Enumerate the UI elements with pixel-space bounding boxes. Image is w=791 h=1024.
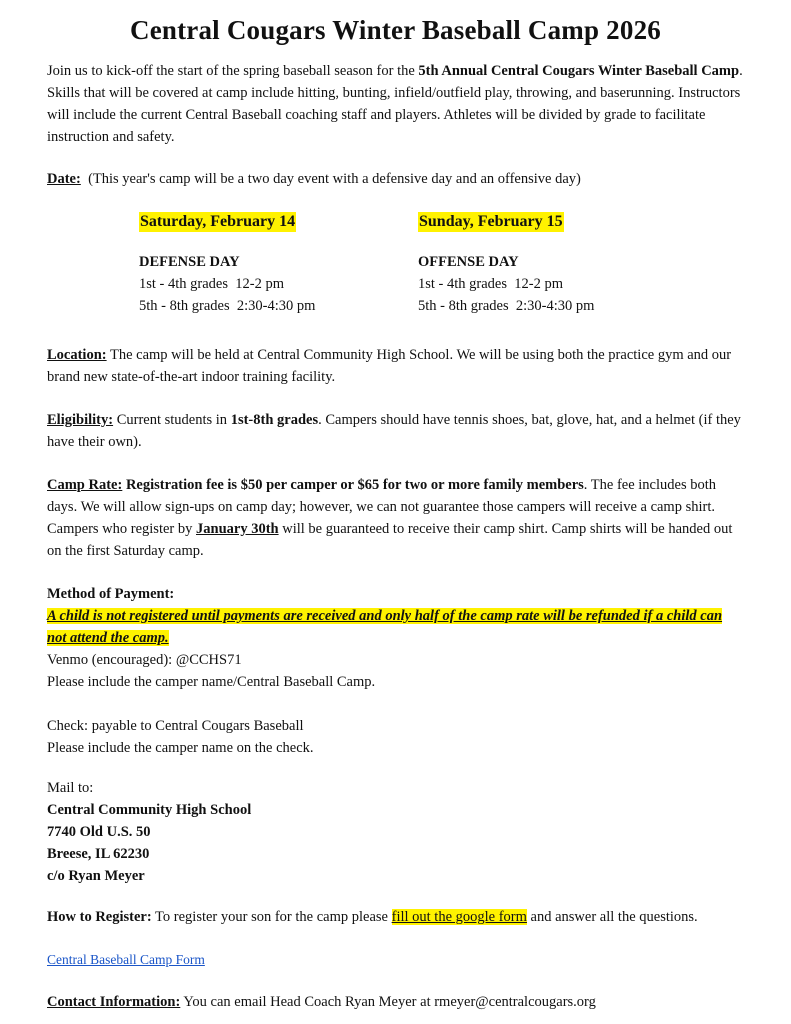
check-note: Please include the camper name on the check.	[47, 740, 314, 756]
eligibility-text-post: . Campers should have tennis shoes, bat, glove, hat, and a helmet (if they have their own).	[47, 412, 741, 450]
mail-section	[47, 777, 747, 887]
payment-heading: Method of Payment:	[47, 586, 175, 602]
day-type-saturday: DEFENSE DAY	[139, 254, 240, 270]
register-paragraph	[47, 906, 747, 928]
session-sunday-2: 5th - 8th grades 2:30-4:30 pm	[418, 298, 595, 314]
venmo-note: Please include the camper name/Central Baseball Camp.	[47, 674, 376, 690]
payment-warning: A child is not registered until payments are received and only half of the camp rate will be refunded if a child can not attend the camp.	[47, 608, 723, 646]
location-label: Location:	[47, 347, 107, 363]
day-heading-sunday: Sunday, February 15	[419, 213, 563, 230]
register-text-post: and answer all the questions.	[526, 909, 698, 925]
form-link-paragraph	[47, 949, 747, 971]
contact-label: Contact Information:	[47, 994, 181, 1010]
camp-rate-paragraph	[47, 474, 747, 562]
day-type-sunday: OFFENSE DAY	[418, 254, 519, 270]
camp-rate-text-post: will be guaranteed to receive their camp shirt. Camp shirts will be handed out on the first Saturday camp.	[47, 521, 733, 559]
mail-label: Mail to:	[47, 780, 94, 796]
payment-section	[47, 583, 747, 759]
eligibility-text-pre: Current students in	[113, 412, 231, 428]
venmo-line: Venmo (encouraged): @CCHS71	[47, 652, 242, 668]
mail-address-line: Breese, IL 62230	[47, 846, 150, 862]
mail-address-line: 7740 Old U.S. 50	[47, 824, 151, 840]
intro-text-pre: Join us to kick-off the start of the spring baseball season for the	[47, 63, 419, 79]
camp-rate-label: Camp Rate:	[47, 477, 123, 493]
session-saturday-2: 5th - 8th grades 2:30-4:30 pm	[139, 298, 316, 314]
eligibility-label: Eligibility:	[47, 412, 114, 428]
check-line: Check: payable to Central Cougars Baseball	[47, 718, 304, 734]
intro-camp-name: 5th Annual Central Cougars Winter Baseball Camp	[418, 63, 740, 79]
camp-rate-fee: Registration fee is $50 per camper or $65 for two or more family members	[122, 477, 584, 493]
location-text: The camp will be held at Central Community High School. We will be using both the practice gym and our brand new state-of-the-art indoor training facility.	[47, 347, 732, 385]
google-form-link[interactable]: fill out the google form	[391, 909, 527, 925]
register-text-pre: To register your son for the camp please	[151, 909, 392, 925]
page-title: Central Cougars Winter Baseball Camp 2026	[130, 15, 661, 45]
intro-paragraph	[47, 60, 747, 148]
day-column-sunday	[418, 211, 658, 317]
mail-address-line: Central Community High School	[47, 802, 252, 818]
day-column-saturday	[139, 211, 379, 317]
register-label: How to Register:	[47, 909, 152, 925]
location-paragraph	[47, 344, 747, 388]
intro-text-post: . Skills that will be covered at camp include hitting, bunting, infield/outfield play, throwing, and baserunning. Instructors will include the current Central Baseball coaching staff and players. Athletes will be divided by grade to facilitate instruction and safety.	[47, 63, 743, 145]
session-saturday-1: 1st - 4th grades 12-2 pm	[139, 276, 284, 292]
contact-text: You can email Head Coach Ryan Meyer at rmeyer@centralcougars.org	[180, 994, 596, 1010]
date-paragraph	[47, 168, 747, 190]
eligibility-paragraph	[47, 409, 747, 453]
day-heading-saturday: Saturday, February 14	[140, 213, 296, 230]
date-text: (This year's camp will be a two day event with a defensive day and an offensive day)	[88, 171, 581, 187]
eligibility-grades: 1st-8th grades	[230, 412, 319, 428]
camp-form-link[interactable]: Central Baseball Camp Form	[47, 952, 205, 967]
mail-address-line: c/o Ryan Meyer	[47, 868, 145, 884]
camp-rate-deadline: January 30th	[196, 521, 279, 537]
camp-rate-text-mid: . The fee includes both days. We will allow sign-ups on camp day; however, we can not guarantee those campers will receive a camp shirt. Campers who register by	[47, 477, 717, 537]
date-label: Date:	[47, 171, 81, 187]
contact-paragraph	[47, 991, 747, 1013]
session-sunday-1: 1st - 4th grades 12-2 pm	[418, 276, 563, 292]
